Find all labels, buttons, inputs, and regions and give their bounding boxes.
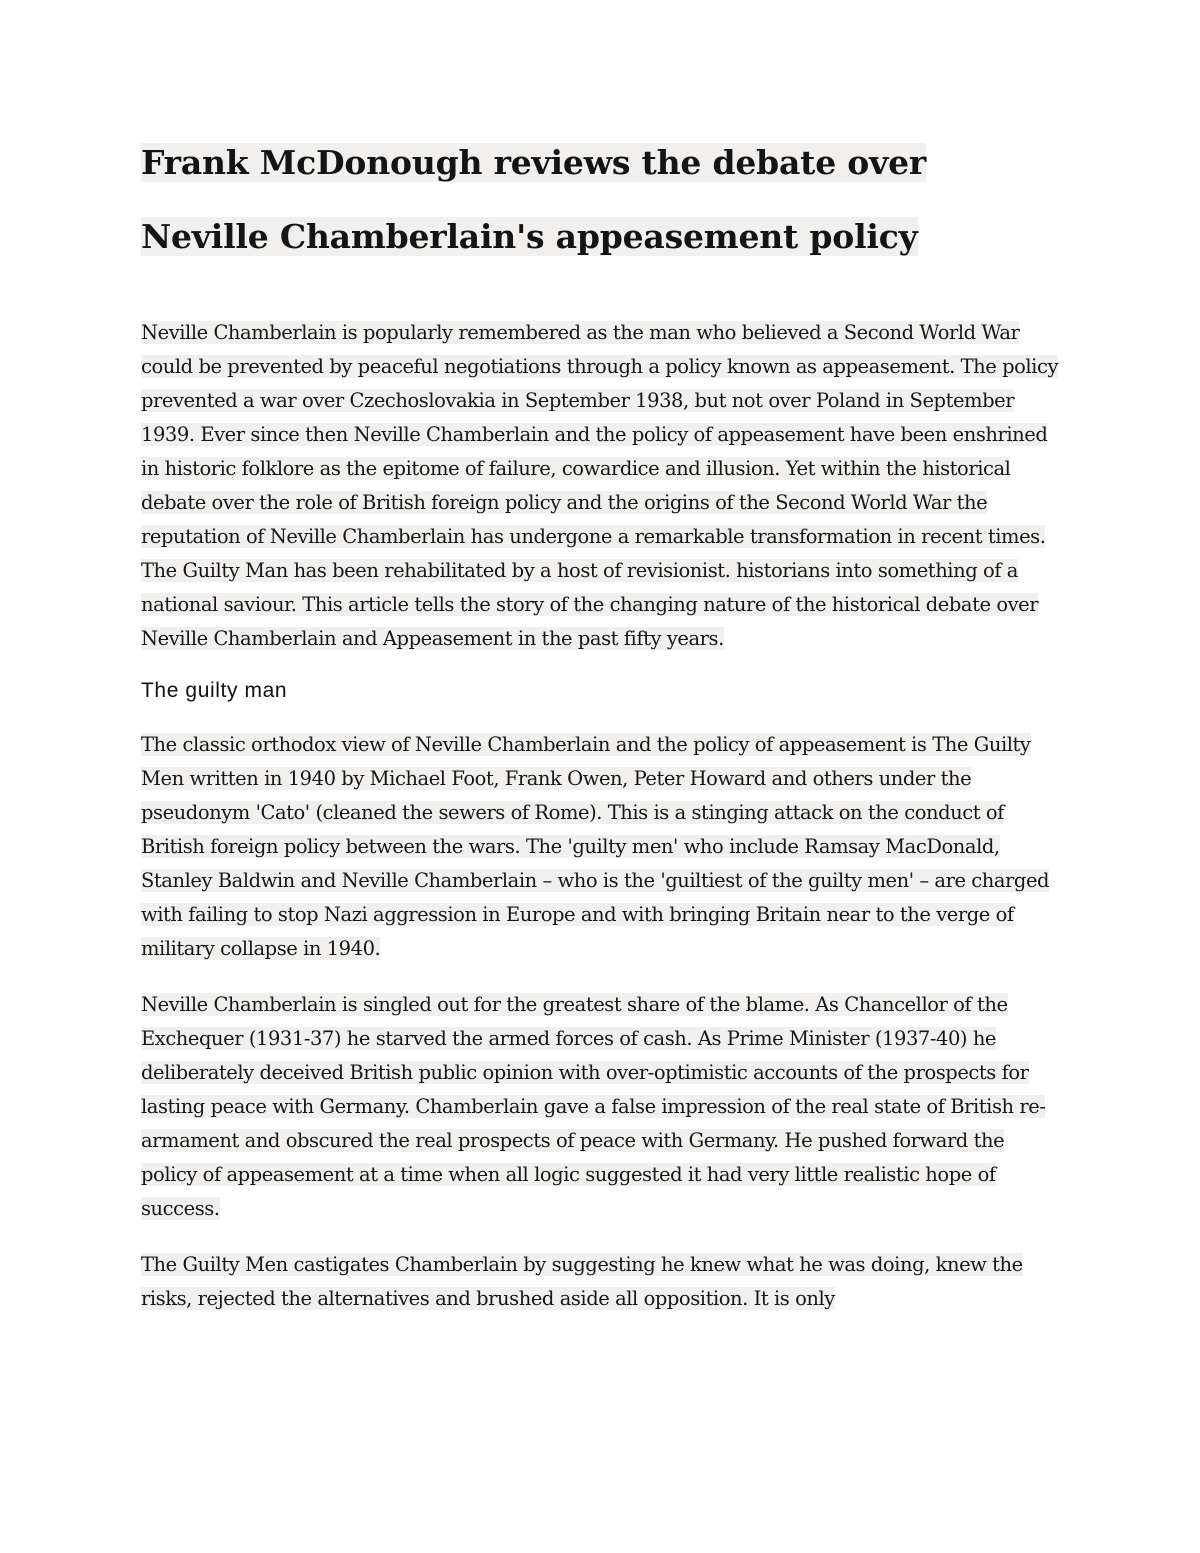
section-heading xyxy=(141,676,1061,706)
intro-paragraph-text: Neville Chamberlain is popularly remembered as the man who believed a Second World War could be prevented by peaceful negotiations through a policy known as appeasement. The policy prevented a war over Czechoslovakia in September 1938, but not over Poland in September 1939. Ever since then Neville Chamberlain and the policy of appeasement have been enshrined in historic folklore as the epitome of failure, cowardice and illusion. Yet within the historical debate over the role of British foreign policy and the origins of the Second World War the reputation of Neville Chamberlain has undergone a remarkable transformation in recent times. The Guilty Man has been rehabilitated by a host of revisionist. historians into something of a national saviour. This article tells the story of the changing nature of the historical debate over Neville Chamberlain and Appeasement in the past fifty years. xyxy=(141,321,1059,650)
intro-paragraph xyxy=(141,316,1061,656)
body-paragraph-text: The classic orthodox view of Neville Chamberlain and the policy of appeasement is The Guilty Men written in 1940 by Michael Foot, Frank Owen, Peter Howard and others under the pseudonym 'Cato' (cleaned the sewers of Rome). This is a stinging attack on the conduct of British foreign policy between the wars. The 'guilty men' who include Ramsay MacDonald, Stanley Baldwin and Neville Chamberlain – who is the 'guiltiest of the guilty men' – are charged with failing to stop Nazi aggression in Europe and with bringing Britain near to the verge of military collapse in 1940. xyxy=(141,733,1050,960)
section-heading-text: The guilty man xyxy=(141,679,288,702)
body-paragraph xyxy=(141,988,1061,1226)
article-title xyxy=(141,126,1061,274)
body-paragraph-text: The Guilty Men castigates Chamberlain by suggesting he knew what he was doing, knew the risks, rejected the alternatives and brushed aside all opposition. It is only xyxy=(141,1253,1023,1310)
body-paragraph xyxy=(141,1248,1061,1316)
document-page xyxy=(141,140,1061,1316)
body-paragraph xyxy=(141,728,1061,966)
article-title-text: Frank McDonough reviews the debate over Neville Chamberlain's appeasement policy xyxy=(141,143,927,256)
body-paragraph-text: Neville Chamberlain is singled out for the greatest share of the blame. As Chancellor of the Exchequer (1931-37) he starved the armed forces of cash. As Prime Minister (1937-40) he deliberately deceived British public opinion with over-optimistic accounts of the prospects for lasting peace with Germany. Chamberlain gave a false impression of the real state of British re-armament and obscured the real prospects of peace with Germany. He pushed forward the policy of appeasement at a time when all logic suggested it had very little realistic hope of success. xyxy=(141,993,1046,1220)
